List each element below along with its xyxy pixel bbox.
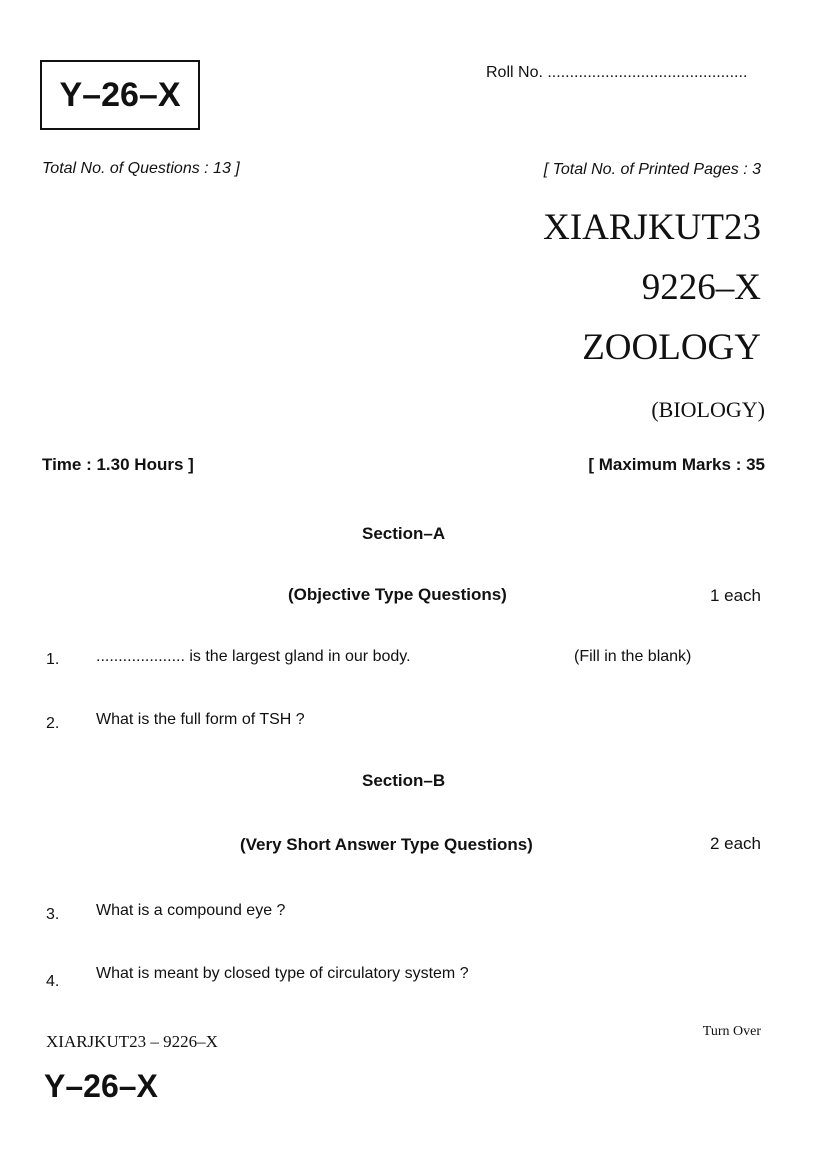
total-questions: Total No. of Questions : 13 ] [42, 160, 240, 177]
question-note: (Fill in the blank) [574, 648, 692, 665]
subject-subtitle: (BIOLOGY) [651, 397, 765, 422]
question-number: 1. [46, 651, 60, 668]
question-text: What is the full form of TSH ? [96, 711, 305, 728]
section-b-subtitle: (Very Short Answer Type Questions) [240, 835, 533, 854]
section-a-marks: 1 each [709, 586, 761, 605]
turn-over-label: Turn Over [702, 1024, 761, 1039]
footer-code-large: Y–26–X [44, 1068, 158, 1104]
footer-code: XIARJKUT23 – 9226–X [46, 1032, 218, 1051]
paper-code-box: Y–26–X [40, 60, 200, 130]
roll-number-label: Roll No. ............................................. [486, 64, 748, 81]
section-b-title: Section–B [362, 771, 446, 790]
exam-time: Time : 1.30 Hours ] [42, 455, 194, 474]
question-text: What is meant by closed type of circulatory system ? [96, 965, 469, 982]
section-b-marks: 2 each [709, 834, 761, 853]
maximum-marks: [ Maximum Marks : 35 [588, 455, 765, 474]
question-number: 3. [46, 906, 60, 923]
question-text: What is a compound eye ? [96, 902, 286, 919]
question-number: 2. [46, 715, 60, 732]
paper-code: XIARJKUT23 [543, 207, 761, 248]
subject-title: ZOOLOGY [582, 327, 761, 368]
section-a-subtitle: (Objective Type Questions) [288, 585, 507, 604]
total-pages: [ Total No. of Printed Pages : 3 [543, 161, 761, 178]
question-text: .................... is the largest gland in our body. [96, 648, 411, 665]
section-a-title: Section–A [362, 524, 446, 543]
question-number: 4. [46, 973, 60, 990]
paper-number: 9226–X [641, 267, 761, 308]
